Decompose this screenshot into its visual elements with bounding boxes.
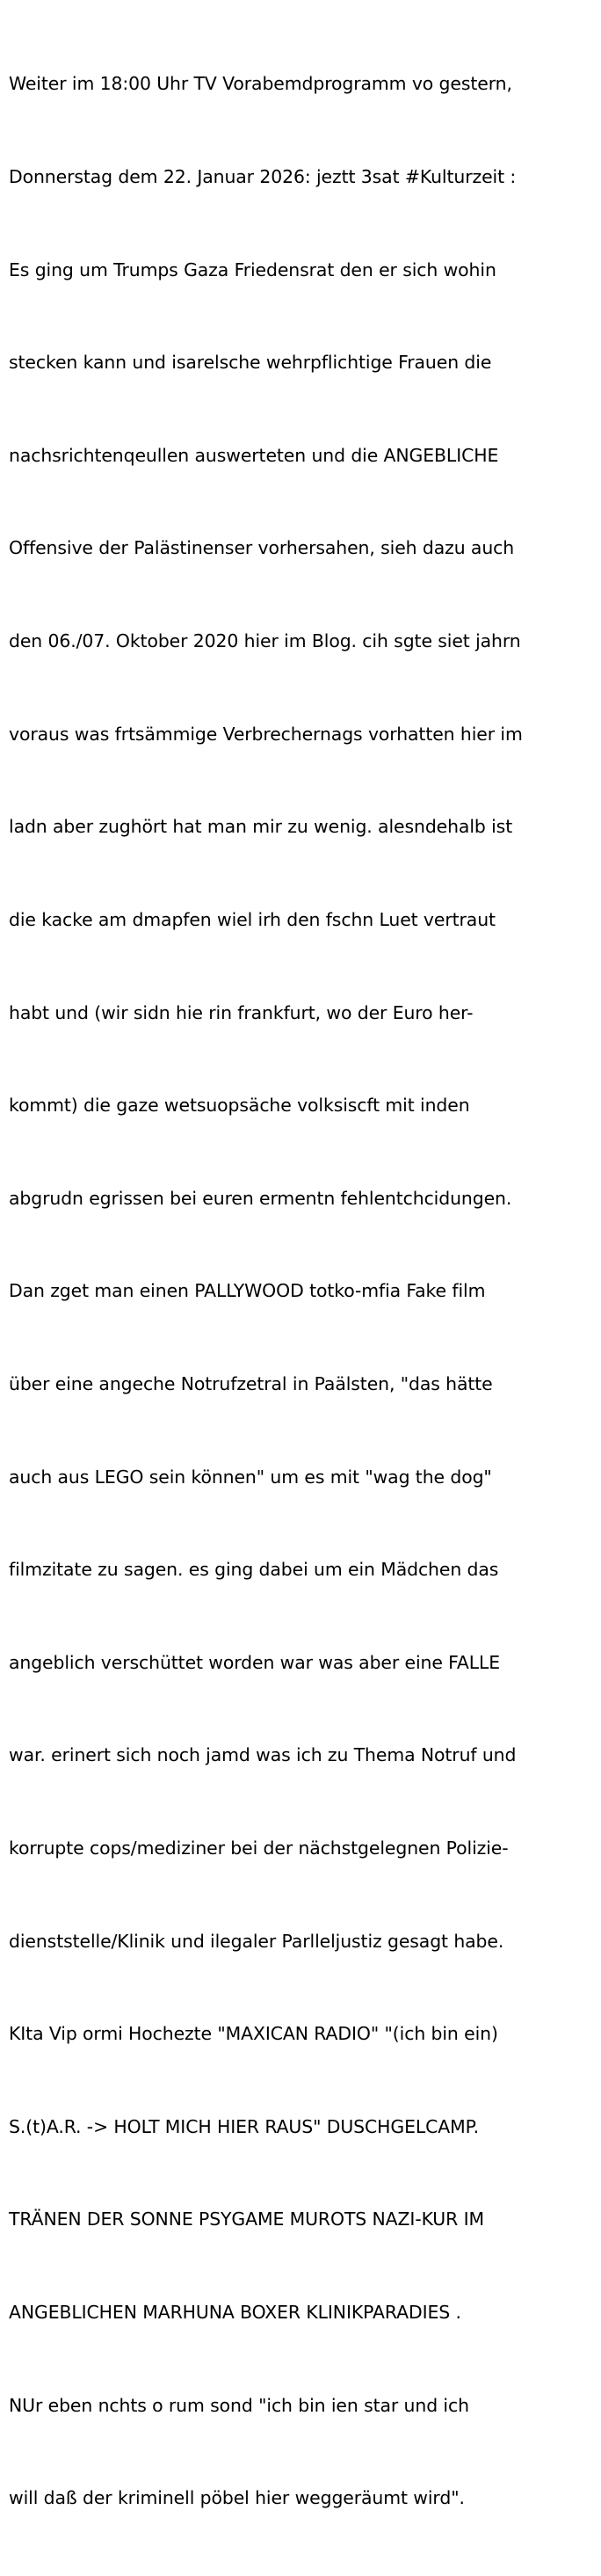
text-line: auch aus LEGO sein können" um es mit "wag the dog" <box>9 1466 492 1488</box>
text-line: Weiter im 18:00 Uhr TV Vorabemdprogramm vo gestern, <box>9 73 512 95</box>
text-line: nachsrichtenqeullen auswerteten und die ANGEBLICHE <box>9 444 499 466</box>
text-line: Dan zget man einen PALLYWOOD totko-mfia Fake film <box>9 1280 486 1302</box>
text-line: angeblich verschüttet worden war was aber eine FALLE <box>9 1651 501 1673</box>
text-line: stecken kann und isarelsche wehrpflichtige Frauen die <box>9 352 492 374</box>
text-line: korrupte cops/mediziner bei der nächstgelegnen Polizie- <box>9 1837 509 1859</box>
text-line: habt und (wir sidn hie rin frankfurt, wo der Euro her- <box>9 1001 474 1023</box>
text-line: abgrudn egrissen bei euren ermentn fehlentchcidungen. <box>9 1187 512 1209</box>
document-body-text <box>9 7 592 2576</box>
text-line: den 06./07. Oktober 2020 hier im Blog. cih sgte siet jahrn <box>9 630 521 652</box>
text-line: ANGEBLICHEN MARHUNA BOXER KLINIKPARADIES . <box>9 2302 461 2324</box>
text-line: war. erinert sich noch jamd was ich zu Thema Notruf und <box>9 1744 517 1766</box>
text-line: über eine angeche Notrufzetral in Paälsten, "das hätte <box>9 1372 493 1394</box>
text-line: Es ging um Trumps Gaza Friedensrat den er sich wohin <box>9 258 496 280</box>
text-line: dienststelle/Klinik und ilegaler Parlleljustiz gesagt habe. <box>9 1930 504 1952</box>
text-line: KIta Vip ormi Hochezte "MAXICAN RADIO" "(ich bin ein) <box>9 2023 498 2045</box>
text-line: TRÄNEN DER SONNE PSYGAME MUROTS NAZI-KUR IM <box>9 2209 484 2230</box>
text-line: filmzitate zu sagen. es ging dabei um ein Mädchen das <box>9 1559 499 1581</box>
text-line: Offensive der Palästinenser vorhersahen, sieh dazu auch <box>9 537 515 559</box>
text-line: NUr eben nchts o rum sond "ich bin ien star und ich <box>9 2394 469 2416</box>
text-line: will daß der kriminell pöbel hier weggeräumt wird". <box>9 2487 465 2509</box>
text-line: die kacke am dmapfen wiel irh den fschn Luet vertraut <box>9 908 496 930</box>
text-line: ladn aber zughört hat man mir zu wenig. alesndehalb ist <box>9 816 513 838</box>
text-line: Donnerstag dem 22. Januar 2026: jeztt 3sat #Kulturzeit : <box>9 166 517 188</box>
text-line: S.(t)A.R. -> HOLT MICH HIER RAUS" DUSCHGELCAMP. <box>9 2115 480 2137</box>
text-line: voraus was frtsämmige Verbrechernags vorhatten hier im <box>9 723 523 745</box>
text-line: kommt) die gaze wetsuopsäche volksiscft mit inden <box>9 1095 470 1117</box>
